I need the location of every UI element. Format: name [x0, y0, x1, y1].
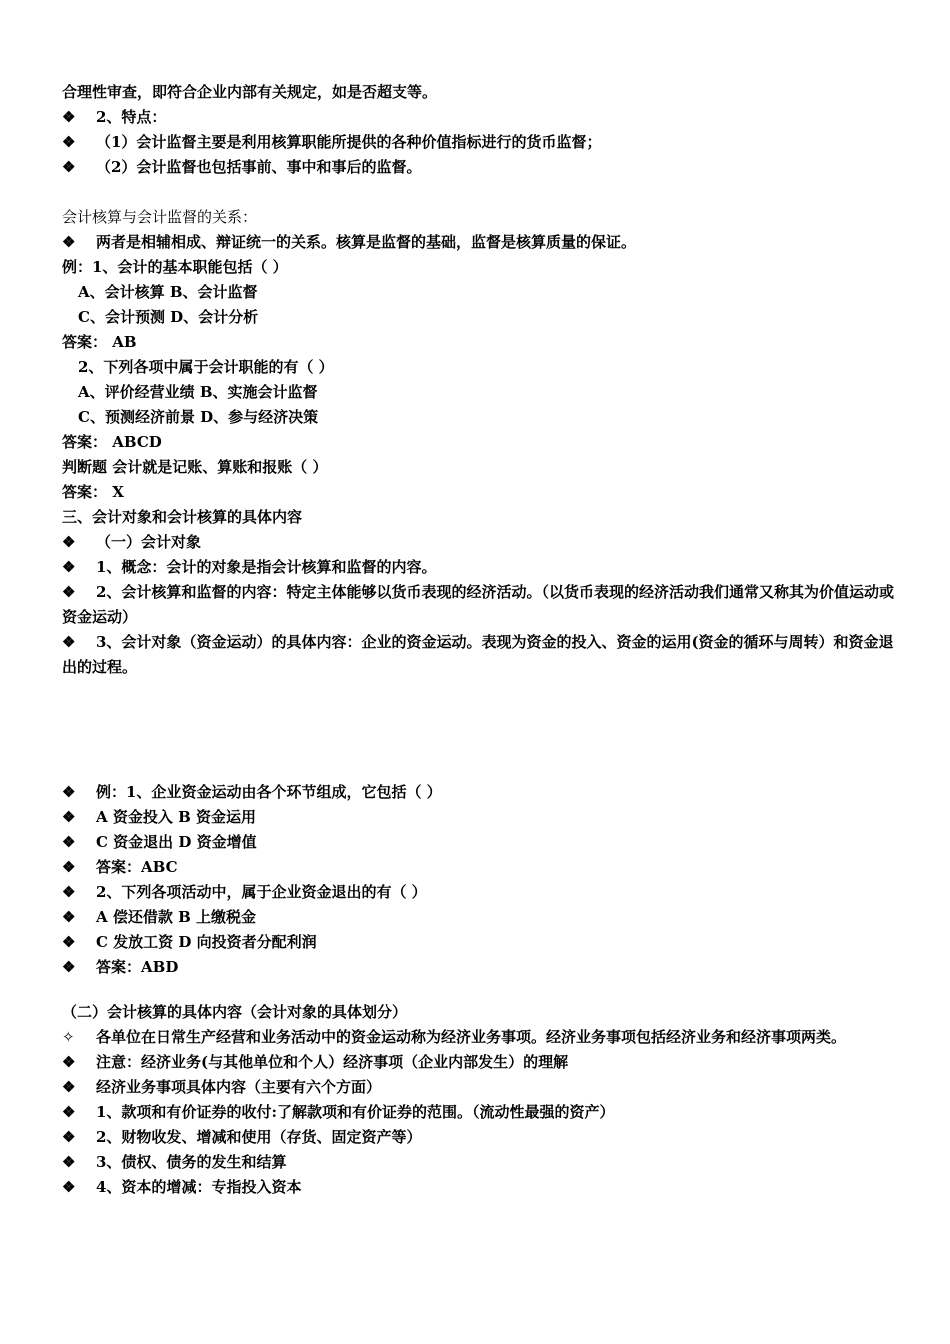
diamond-bullet-icon: ❖ — [62, 158, 76, 176]
bullet-line: ❖ 两者是相辅相成、辩证统一的关系。核算是监督的基础，监督是核算质量的保证。 — [62, 230, 902, 255]
diamond-bullet-icon: ❖ — [62, 1103, 76, 1121]
diamond-bullet-icon: ❖ — [62, 833, 76, 851]
question-line: 例：1、会计的基本职能包括（ ） — [62, 258, 288, 276]
bullet-line: ❖ C 资金退出 D 资金增值 — [62, 830, 902, 855]
section-heading: 三、会计对象和会计核算的具体内容 — [62, 508, 303, 526]
diamond-bullet-icon: ❖ — [62, 533, 76, 551]
bullet-line: ❖ 答案：ABC — [62, 855, 902, 880]
diamond-bullet-icon: ❖ — [62, 583, 76, 601]
bullet-line: ❖ 2、下列各项活动中，属于企业资金退出的有（ ） — [62, 880, 902, 905]
bullet-line: ❖ 2、财物收发、增减和使用（存货、固定资产等） — [62, 1125, 902, 1150]
bullet-line: ❖ 例：1、企业资金运动由各个环节组成，它包括（ ） — [62, 780, 902, 805]
bullet-line: ❖ （一）会计对象 — [62, 530, 902, 555]
bullet-paragraph: ✧ 各单位在日常生产经营和业务活动中的资金运动称为经济业务事项。经济业务事项包括经济业务和经济事项两类。 — [62, 1025, 902, 1050]
section-heading: 会计核算与会计监督的关系： — [62, 208, 258, 226]
diamond-bullet-icon: ❖ — [62, 908, 76, 926]
diamond-bullet-icon: ❖ — [62, 1053, 76, 1071]
bullet-paragraph: ❖ 2、会计核算和监督的内容：特定主体能够以货币表现的经济活动。（以货币表现的经济活动我们通常又称其为价值运动或资金运动） — [62, 580, 902, 630]
diamond-bullet-icon: ❖ — [62, 1178, 76, 1196]
diamond-bullet-icon: ❖ — [62, 1128, 76, 1146]
diamond-bullet-icon: ❖ — [62, 933, 76, 951]
bullet-line: ❖ （2）会计监督也包括事前、事中和事后的监督。 — [62, 155, 902, 180]
diamond-bullet-icon: ❖ — [62, 133, 76, 151]
option-line: A、评价经营业绩 B、实施会计监督 — [78, 383, 318, 401]
text-line: 合理性审查，即符合企业内部有关规定，如是否超支等。 — [62, 83, 438, 101]
option-line: C、会计预测 D、会计分析 — [78, 308, 259, 326]
diamond-bullet-icon: ❖ — [62, 108, 76, 126]
option-line: C、预测经济前景 D、参与经济决策 — [78, 408, 319, 426]
bullet-line: ❖ （1）会计监督主要是利用核算职能所提供的各种价值指标进行的货币监督； — [62, 130, 902, 155]
bullet-line: ❖ A 资金投入 B 资金运用 — [62, 805, 902, 830]
bullet-line: ❖ C 发放工资 D 向投资者分配利润 — [62, 930, 902, 955]
section-heading: （二）会计核算的具体内容（会计对象的具体划分） — [62, 1003, 408, 1021]
bullet-line: ❖ 经济业务事项具体内容（主要有六个方面） — [62, 1075, 902, 1100]
bullet-line: ❖ 1、款项和有价证券的收付:了解款项和有价证券的范围。（流动性最强的资产） — [62, 1100, 902, 1125]
diamond-bullet-icon: ❖ — [62, 233, 76, 251]
bullet-line: ❖ 2、特点： — [62, 105, 902, 130]
diamond-bullet-icon: ❖ — [62, 783, 76, 801]
diamond-bullet-icon: ❖ — [62, 808, 76, 826]
bullet-line: ❖ 3、债权、债务的发生和结算 — [62, 1150, 902, 1175]
answer-line: 答案： ABCD — [62, 433, 162, 451]
diamond-bullet-icon: ❖ — [62, 858, 76, 876]
bullet-line: ❖ 1、概念：会计的对象是指会计核算和监督的内容。 — [62, 555, 902, 580]
diamond-bullet-icon: ❖ — [62, 1153, 76, 1171]
answer-line: 答案： X — [62, 483, 124, 501]
question-line: 2、下列各项中属于会计职能的有（ ） — [78, 358, 334, 376]
document-page — [62, 80, 902, 1200]
bullet-line: ❖ 答案：ABD — [62, 955, 902, 980]
diamond-bullet-icon: ❖ — [62, 633, 76, 651]
option-line: A、会计核算 B、会计监督 — [78, 283, 258, 301]
diamond-bullet-icon: ❖ — [62, 883, 76, 901]
small-diamond-bullet-icon: ✧ — [62, 1028, 75, 1046]
bullet-line: ❖ 4、资本的增减：专指投入资本 — [62, 1175, 902, 1200]
bullet-paragraph: ❖ 3、会计对象（资金运动）的具体内容：企业的资金运动。表现为资金的投入、资金的运用(资金的循环与周转）和资金退出的过程。 — [62, 630, 902, 680]
question-line: 判断题 会计就是记账、算账和报账（ ） — [62, 458, 328, 476]
diamond-bullet-icon: ❖ — [62, 558, 76, 576]
answer-line: 答案： AB — [62, 333, 137, 351]
bullet-line: ❖ 注意：经济业务(与其他单位和个人）经济事项（企业内部发生）的理解 — [62, 1050, 902, 1075]
diamond-bullet-icon: ❖ — [62, 1078, 76, 1096]
bullet-line: ❖ A 偿还借款 B 上缴税金 — [62, 905, 902, 930]
diamond-bullet-icon: ❖ — [62, 958, 76, 976]
